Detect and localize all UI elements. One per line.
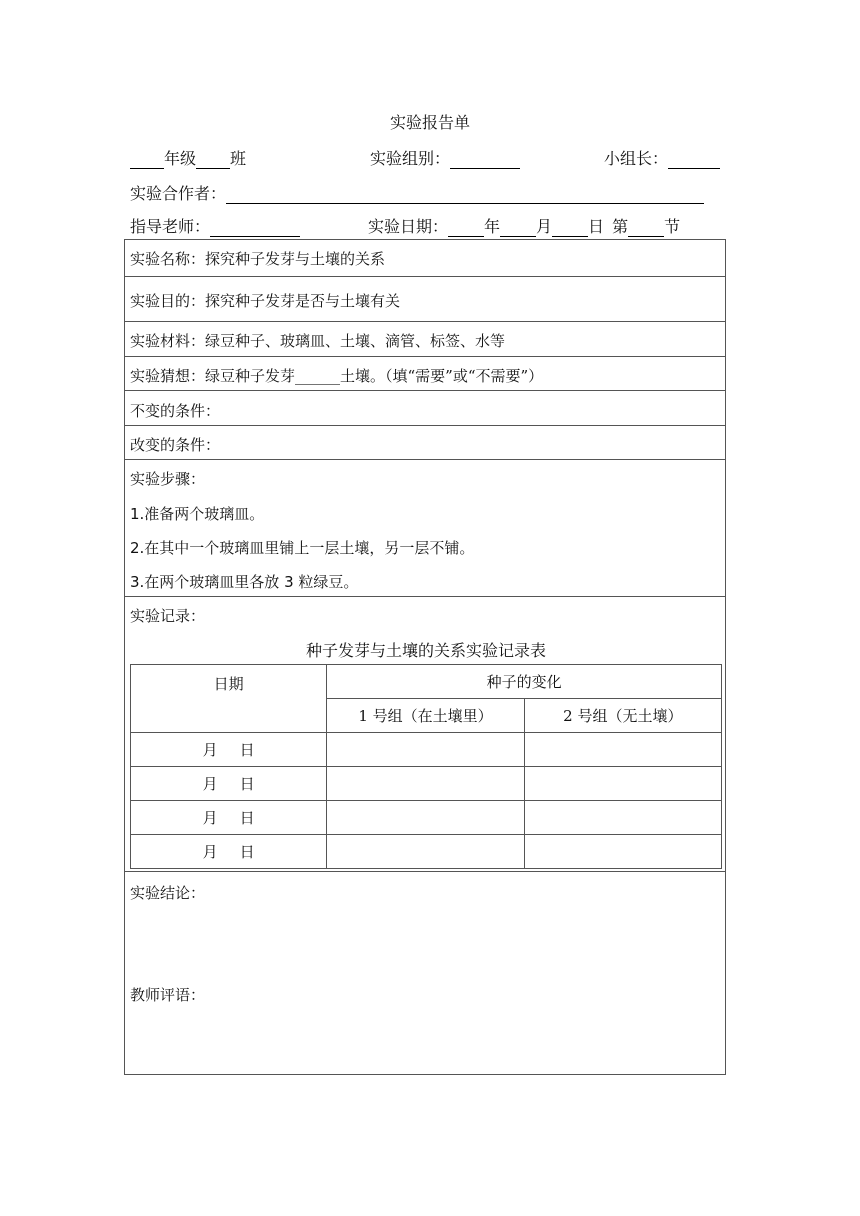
group2-cell[interactable] — [524, 767, 721, 801]
conclusion-area[interactable] — [130, 905, 720, 975]
group1-cell[interactable] — [327, 767, 524, 801]
divider — [124, 459, 726, 460]
comment-area[interactable] — [130, 1008, 720, 1068]
page-title: 实验报告单 — [389, 113, 470, 132]
changed-conditions[interactable]: 改变的条件： — [130, 436, 221, 454]
steps-label: 实验步骤： — [130, 470, 206, 488]
period-prefix: 第 — [612, 217, 629, 236]
table-row — [131, 767, 722, 801]
change-header: 种子的变化 — [327, 665, 722, 699]
experiment-name: 实验名称：探究种子发芽与土壤的关系 — [130, 250, 386, 268]
day-blank[interactable] — [552, 220, 588, 237]
class-blank[interactable] — [196, 152, 230, 169]
table-row — [131, 801, 722, 835]
divider — [124, 390, 726, 391]
divider — [124, 321, 726, 322]
experiment-materials: 实验材料：绿豆种子、玻璃皿、土壤、滴管、标签、水等 — [130, 332, 506, 350]
group2-cell[interactable] — [524, 835, 721, 869]
group-blank[interactable] — [450, 152, 520, 169]
period-blank[interactable] — [628, 220, 664, 237]
group2-cell[interactable] — [524, 733, 721, 767]
divider — [124, 596, 726, 597]
divider — [124, 356, 726, 357]
teacher-blank[interactable] — [210, 220, 300, 237]
year-blank[interactable] — [448, 220, 484, 237]
table-row — [131, 835, 722, 869]
date-cell[interactable]: 月 日 — [131, 835, 327, 869]
partners-blank[interactable] — [226, 187, 704, 204]
group2-header: 2 号组（无土壤） — [524, 699, 721, 733]
experiment-purpose: 实验目的：探究种子发芽是否与土壤有关 — [130, 292, 401, 310]
date-cell[interactable]: 月 日 — [131, 801, 327, 835]
class-label: 班 — [230, 149, 247, 168]
info-row-grade — [130, 146, 728, 170]
group-label: 实验组别： — [370, 149, 451, 168]
experiment-hypothesis[interactable]: 实验猜想：绿豆种子发芽______土壤。（填“需要”或“不需要”） — [130, 367, 544, 385]
leader-label: 小组长： — [604, 149, 669, 168]
conclusion-label: 实验结论： — [130, 884, 206, 902]
group2-cell[interactable] — [524, 801, 721, 835]
info-row-partners — [130, 181, 728, 205]
comment-label: 教师评语： — [130, 986, 206, 1004]
date-label: 实验日期： — [368, 217, 449, 236]
divider — [124, 276, 726, 277]
group1-cell[interactable] — [327, 733, 524, 767]
group1-cell[interactable] — [327, 835, 524, 869]
group1-header: 1 号组（在土壤里） — [327, 699, 524, 733]
divider — [124, 871, 726, 872]
record-table-caption: 种子发芽与土壤的关系实验记录表 — [305, 641, 546, 660]
month-label: 月 — [536, 217, 553, 236]
period-suffix: 节 — [664, 217, 681, 236]
record-label: 实验记录： — [130, 607, 206, 625]
date-cell[interactable]: 月 日 — [131, 767, 327, 801]
leader-blank[interactable] — [668, 152, 720, 169]
info-row-teacher — [130, 214, 728, 238]
constant-conditions[interactable]: 不变的条件： — [130, 402, 221, 420]
partners-label: 实验合作者： — [130, 184, 227, 203]
step-3: 3.在两个玻璃皿里各放 3 粒绿豆。 — [130, 573, 359, 591]
step-2: 2.在其中一个玻璃皿里铺上一层土壤，另一层不铺。 — [130, 539, 475, 557]
teacher-label: 指导老师： — [130, 217, 211, 236]
step-1: 1.准备两个玻璃皿。 — [130, 505, 265, 523]
day-label: 日 — [588, 217, 605, 236]
grade-label: 年级 — [164, 149, 197, 168]
record-table — [130, 664, 722, 869]
date-cell[interactable]: 月 日 — [131, 733, 327, 767]
month-blank[interactable] — [500, 220, 536, 237]
group1-cell[interactable] — [327, 801, 524, 835]
divider — [124, 425, 726, 426]
grade-blank[interactable] — [130, 152, 164, 169]
year-label: 年 — [484, 217, 501, 236]
table-row — [131, 733, 722, 767]
date-header: 日期 — [131, 665, 327, 733]
